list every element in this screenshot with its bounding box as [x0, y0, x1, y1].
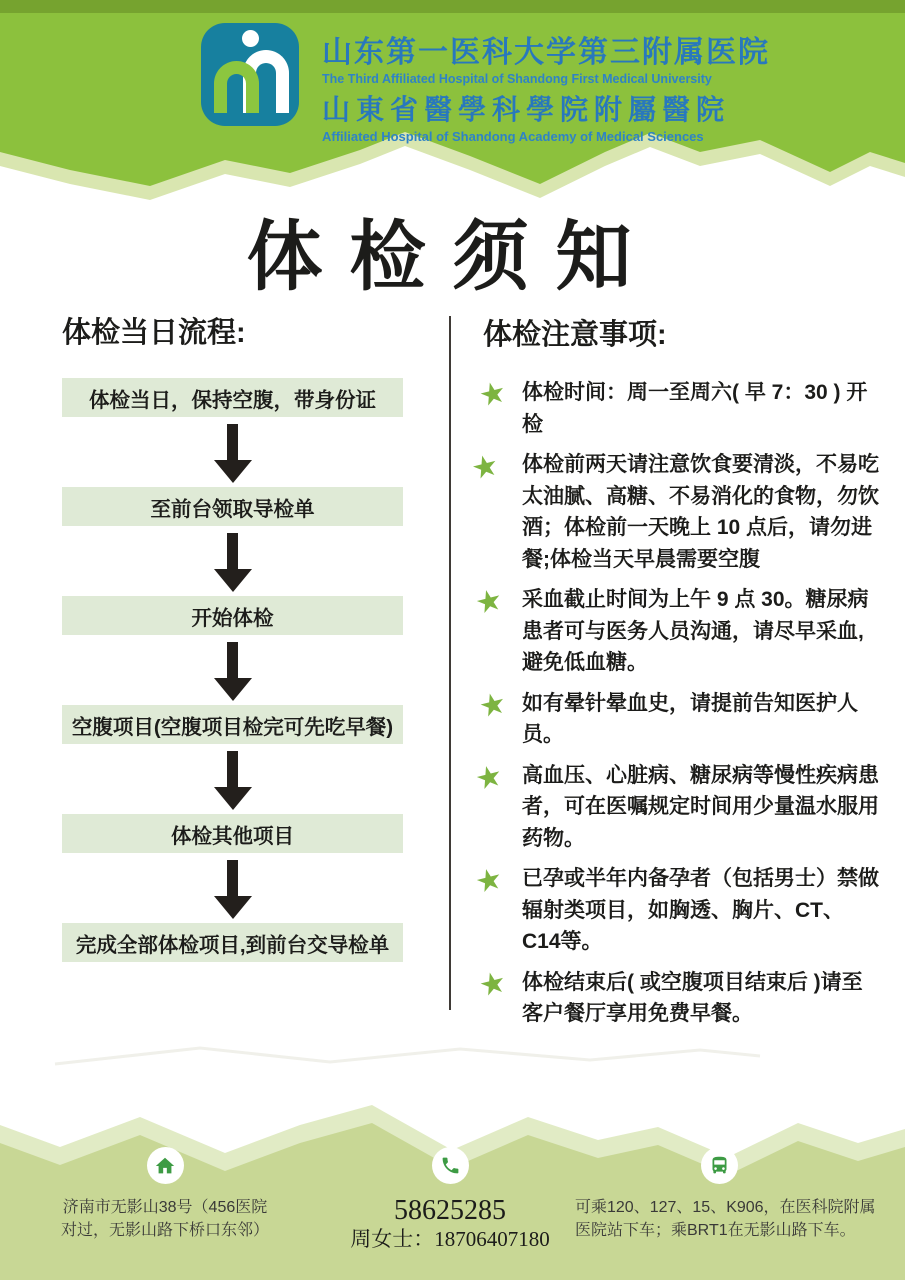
phone-number: 58625285 [394, 1195, 506, 1226]
star-icon: ★ [471, 758, 506, 797]
star-icon: ★ [468, 448, 503, 487]
note-item [475, 964, 891, 1030]
note-item [475, 375, 891, 440]
flow-step-2: 至前台领取导检单 [62, 487, 403, 526]
star-icon: ★ [475, 964, 510, 1004]
bus-icon [701, 1147, 738, 1184]
star-icon: ★ [471, 582, 506, 622]
house-icon [147, 1147, 184, 1184]
arrow-down-icon [62, 853, 403, 923]
flow-step-1: 体检当日，保持空腹，带身份证 [62, 378, 403, 417]
logo-head-dot [242, 30, 259, 47]
logo-person-green [214, 61, 259, 113]
flow-section [62, 310, 403, 962]
star-icon: ★ [475, 685, 510, 725]
note-item [468, 448, 891, 575]
column-divider [449, 316, 451, 1010]
phone-column [330, 1147, 570, 1253]
hospital-header [0, 0, 905, 210]
star-icon: ★ [475, 375, 510, 414]
note-item [471, 861, 891, 958]
bus-line-2: 医院站下车；乘BRT1在无影山路下车。 [575, 1222, 856, 1239]
hospital-names [322, 27, 892, 144]
hospital-name-en: The Third Affiliated Hospital of Shandong First Medical University [322, 72, 712, 86]
note-text: 体检结束后( 或空腹项目结束后 )请至客户餐厅享用免费早餐。 [522, 970, 863, 1025]
note-item [475, 685, 891, 751]
note-item [471, 758, 891, 855]
arrow-down-icon [62, 744, 403, 814]
note-item [471, 582, 891, 679]
address-line-1: 济南市无影山38号（456医院 [62, 1199, 268, 1216]
arrow-down-icon [62, 526, 403, 596]
note-text: 如有晕针晕血史，请提前告知医护人员。 [522, 691, 858, 746]
page-title: 体检须知 [246, 215, 659, 300]
flow-step-3: 开始体检 [62, 596, 403, 635]
notes-heading: 体检注意事项: [483, 319, 667, 351]
arrow-down-icon [62, 635, 403, 705]
contact-phone-number: 周女士：18706407180 [350, 1227, 550, 1251]
note-text: 体检前两天请注意饮食要清淡，不易吃太油腻、高糖、不易消化的食物，勿饮酒；体检前一天晚上 10 点后，请勿进餐;体检当天早晨需要空腹 [522, 453, 879, 571]
address-column [40, 1147, 290, 1242]
bus-line-1: 可乘120、127、15、K906，在医科院附属 [575, 1199, 876, 1216]
note-text: 已孕或半年内备孕者（包括男士）禁做辐射类项目，如胸透、胸片、CT、C14等。 [522, 867, 879, 953]
arrow-down-icon [62, 417, 403, 487]
hospital-name-cn-traditional: 山東省醫學科學院附屬醫院 [322, 95, 731, 126]
star-icon: ★ [471, 861, 506, 901]
footer [0, 1095, 905, 1280]
flow-heading: 体检当日流程: [62, 317, 246, 349]
faint-zigzag-watermark [0, 1040, 905, 1080]
hospital-logo [201, 23, 299, 126]
note-text: 采血截止时间为上午 9 点 30。糖尿病患者可与医务人员沟通，请尽早采血,避免低血糖。 [522, 588, 869, 674]
phone-icon [432, 1147, 469, 1184]
flow-step-6: 完成全部体检项目,到前台交导检单 [62, 923, 403, 962]
notes-section [468, 312, 891, 1039]
bus-column [575, 1147, 905, 1242]
flow-step-5: 体检其他项目 [62, 814, 403, 853]
hospital-name-cn: 山东第一医科大学第三附属医院 [322, 36, 770, 69]
flow-step-4: 空腹项目(空腹项目检完可先吃早餐) [62, 705, 403, 744]
hospital-name-en-2: Affiliated Hospital of Shandong Academy of Medical Sciences [322, 129, 704, 144]
address-line-2: 对过，无影山路下桥口东邻） [60, 1222, 269, 1239]
note-text: 高血压、心脏病、糖尿病等慢性疾病患者，可在医嘱规定时间用少量温水服用药物。 [522, 763, 879, 850]
note-text: 体检时间：周一至周六( 早 7：30 ) 开检 [522, 381, 868, 436]
